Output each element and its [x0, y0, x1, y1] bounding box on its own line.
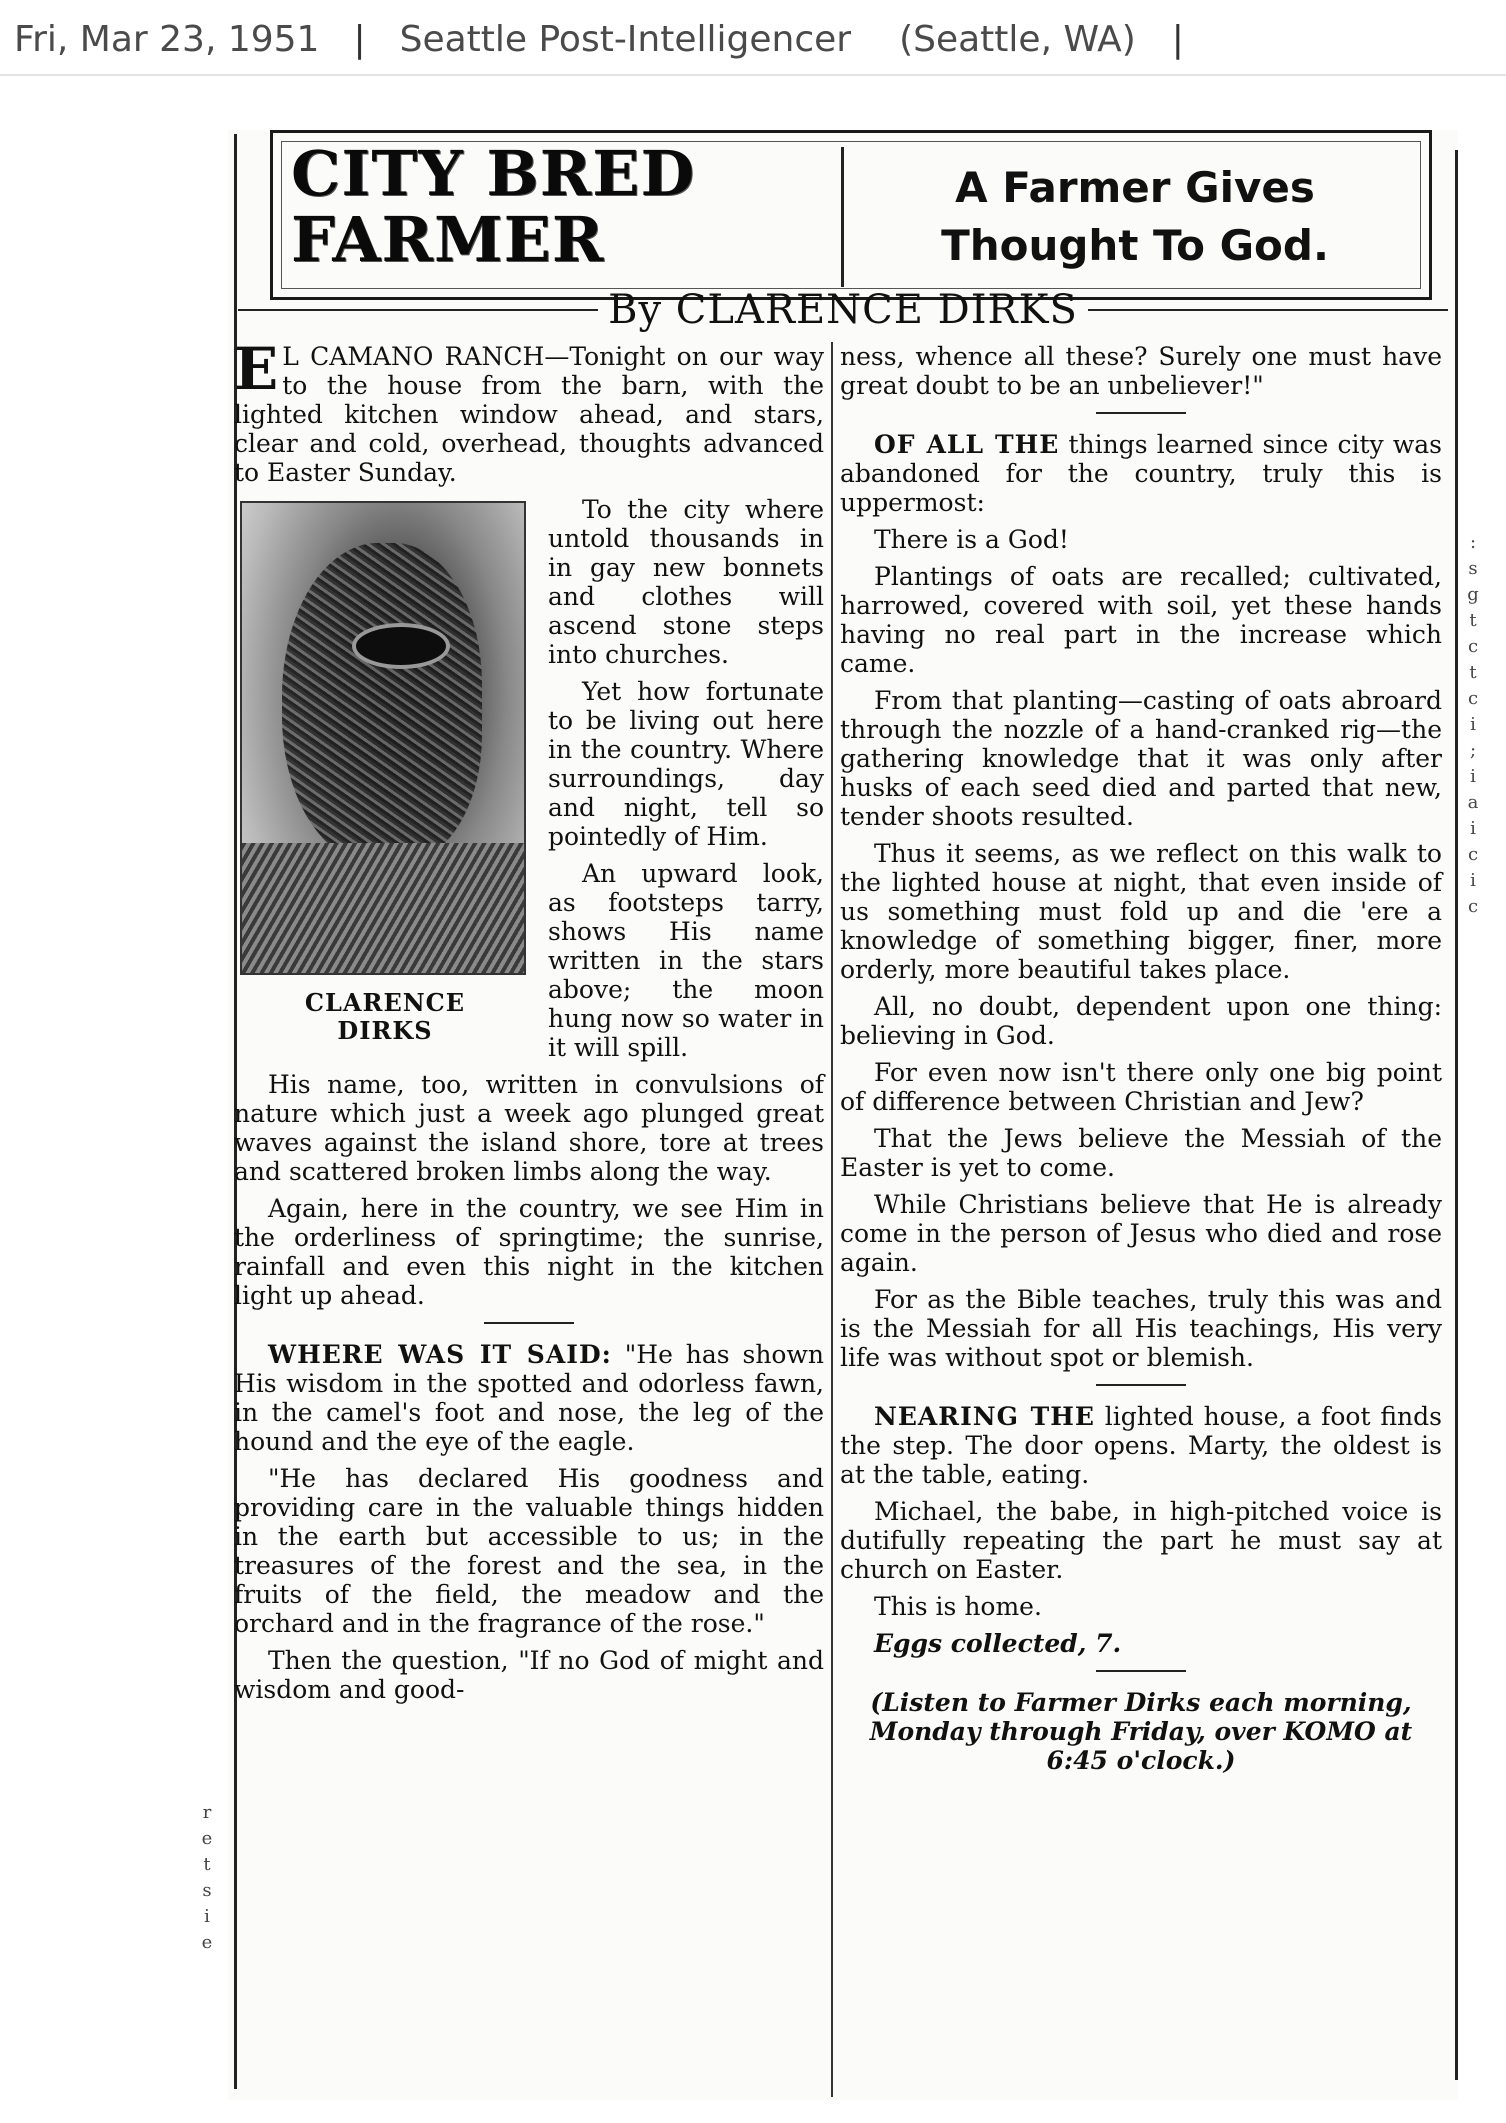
headline	[865, 159, 1405, 275]
adjacent-column-fragment-left: r e t s i e	[201, 1802, 213, 1953]
article-column-1	[234, 335, 824, 1712]
paragraph: His name, too, written in convulsions of nature which just a week ago plunged great waves against the island shore, tore at trees and scattered broken limbs along the way.	[234, 1070, 824, 1186]
paragraph: Michael, the babe, in high-pitched voice is dutifully repeating the part he must say at church on Easter.	[840, 1497, 1442, 1584]
masthead-divider	[841, 147, 844, 287]
author-photo	[240, 501, 526, 975]
broadcast-credit: (Listen to Farmer Dirks each morning, Monday through Friday, over KOMO at 6:45 o'clock.)	[869, 1688, 1413, 1775]
header-trailing-separator: |	[1171, 18, 1184, 60]
photo-caption	[234, 989, 536, 1045]
section-rule	[1096, 1670, 1186, 1672]
paragraph: This is home.	[874, 1592, 1042, 1621]
paragraph: Thus it seems, as we reflect on this walk to the lighted house at night, that even inside of us something must fold up and die 'ere a knowledge of something bigger, finer, more orderly, more beautiful takes place.	[840, 839, 1442, 984]
paragraph: An upward look, as footsteps tarry, shows His name written in the stars above; the moon hung now so water in it will spill.	[548, 859, 824, 1062]
lead-paragraph	[234, 335, 824, 487]
header-separator: |	[353, 18, 366, 60]
byline-rule-right	[1088, 309, 1448, 311]
paragraph	[840, 1402, 1442, 1489]
paragraph-text: lighted house, a foot finds the step. The door opens. Marty, the oldest is at the table, eating.	[840, 1402, 1442, 1489]
headline-line-2: Thought To God.	[941, 221, 1329, 270]
paragraph: "He has declared His goodness and providing care in the valuable things hidden in the earth but accessible to us; in the treasures of the forest and the sea, in the fruits of the field, the meadow and the orchard and in the fragrance of the rose."	[234, 1464, 824, 1638]
paragraph: Again, here in the country, we see Him in the orderliness of springtime; the sunrise, rainfall and even this night in the kitchen light up ahead.	[234, 1194, 824, 1310]
egg-count: Eggs collected, 7.	[874, 1629, 1122, 1658]
paragraph: All, no doubt, dependent upon one thing: believing in God.	[840, 992, 1442, 1050]
publication-location: (Seattle, WA)	[899, 18, 1136, 60]
section-lead-in: WHERE WAS IT SAID:	[268, 1340, 612, 1369]
paragraph: Plantings of oats are recalled; cultivated, harrowed, covered with soil, yet these hands having no real part in the increase which came.	[840, 562, 1442, 678]
publication-date: Fri, Mar 23, 1951	[14, 18, 320, 60]
paragraph: ness, whence all these? Surely one must have great doubt to be an unbeliever!"	[840, 342, 1442, 400]
article-column-2	[840, 342, 1442, 1783]
column-masthead	[270, 130, 1432, 300]
header-bar	[14, 14, 1184, 64]
clipping-right-border	[1455, 150, 1458, 2080]
paragraph	[840, 430, 1442, 517]
author-photo-block	[234, 501, 536, 1045]
photo-eye-shape	[352, 623, 450, 669]
paragraph-text: "He has shown His wisdom in the spotted and odorless fawn, in the camel's foot and nose, the leg of the hound and the eye of the eagle.	[234, 1340, 824, 1456]
photo-shoulder-shape	[242, 843, 524, 975]
headline-line-1: A Farmer Gives	[955, 163, 1315, 212]
column-title-line-1: CITY BRED	[291, 137, 696, 210]
paragraph: From that planting—casting of oats abroard through the nozzle of a hand-cranked rig—the gathering knowledge that it was only after husks of each seed died and parted that new, tender shoots resulted.	[840, 686, 1442, 831]
photo-caption-line-2: DIRKS	[337, 1016, 433, 1045]
paragraph: For even now isn't there only one big point of difference between Christian and Jew?	[840, 1058, 1442, 1116]
scan-artifact-line	[0, 74, 1506, 76]
paragraph: There is a God!	[874, 525, 1069, 554]
paragraph: While Christians believe that He is already come in the person of Jesus who died and rose again.	[840, 1190, 1442, 1277]
paragraph: To the city where untold thousands in in gay new bonnets and clothes will ascend stone steps into churches.	[548, 495, 824, 669]
section-rule	[484, 1322, 574, 1324]
paragraph: For as the Bible teaches, truly this was and is the Messiah for all His teachings, His very life was without spot or blemish.	[840, 1285, 1442, 1372]
section-lead-in: OF ALL THE	[874, 430, 1060, 459]
lead-text: L CAMANO RANCH—Tonight on our way to the house from the barn, with the lighted kitchen window ahead, and stars, clear and cold, overhead, thoughts advanced to Easter Sunday.	[234, 342, 824, 487]
newspaper-clipping	[228, 130, 1458, 2100]
adjacent-column-fragment-right: : s g t c t c i ; i a i c i c	[1467, 532, 1479, 917]
paragraph: That the Jews believe the Messiah of the Easter is yet to come.	[840, 1124, 1442, 1182]
column-divider	[831, 342, 833, 2097]
byline	[228, 280, 1458, 340]
column-title-line-2: FARMER	[291, 203, 605, 276]
photo-caption-line-1: CLARENCE	[304, 988, 466, 1017]
section-rule	[1096, 1384, 1186, 1386]
paragraph: Yet how fortunate to be living out here in the country. Where surroundings, day and night, tell so pointedly of Him.	[548, 677, 824, 851]
photo-face-shape	[282, 543, 482, 863]
section-rule	[1096, 412, 1186, 414]
drop-cap: E	[234, 335, 279, 403]
paragraph	[234, 1340, 824, 1456]
paragraph-text: things learned since city was abandoned for the country, truly this is uppermost:	[840, 430, 1442, 517]
publication-name: Seattle Post-Intelligencer	[399, 18, 852, 60]
paragraph: Then the question, "If no God of might and wisdom and good-	[234, 1646, 824, 1704]
byline-rule-left	[238, 309, 598, 311]
section-lead-in: NEARING THE	[874, 1402, 1095, 1431]
column-title	[291, 137, 837, 276]
byline-text: By CLARENCE DIRKS	[608, 287, 1078, 333]
